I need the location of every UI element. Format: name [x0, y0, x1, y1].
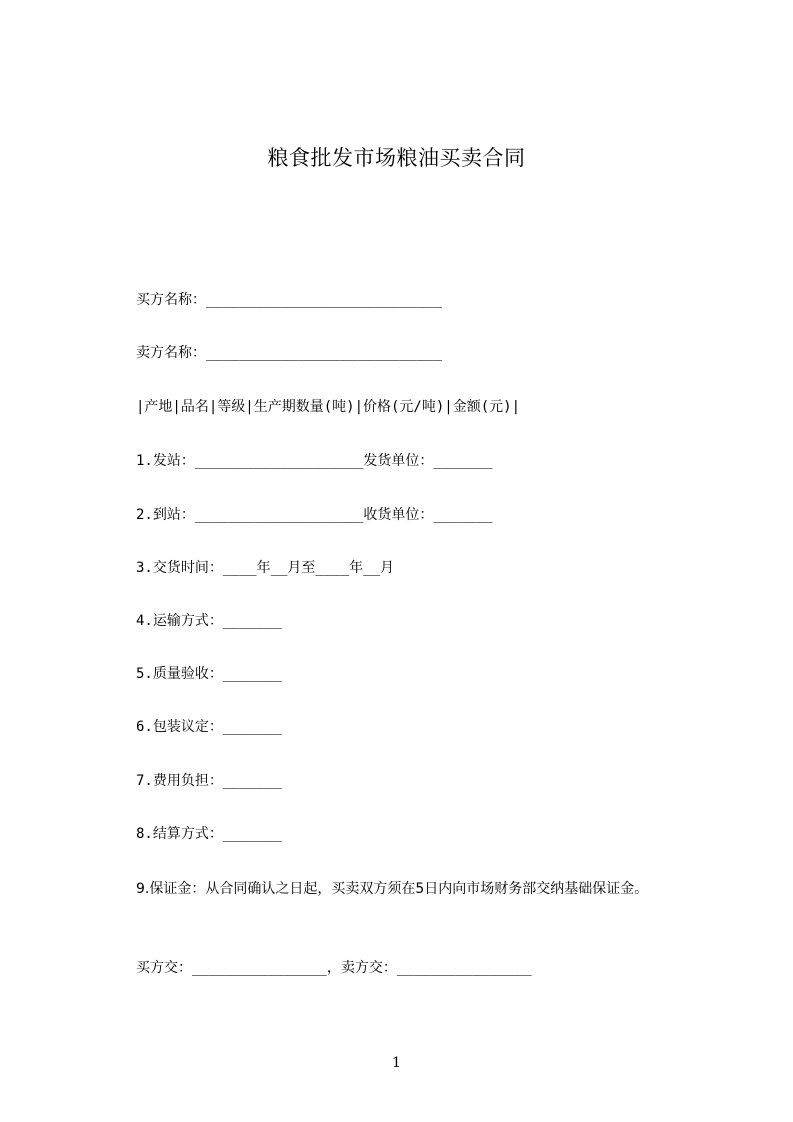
list-item: 2.到站：____________________收货单位：_______ [136, 507, 493, 523]
list-item: 6.包装议定：_______ [136, 719, 282, 735]
list-item: 8.结算方式：_______ [136, 826, 282, 842]
seller-name-line: 卖方名称：____________________________ [136, 345, 443, 361]
list-item: 5.质量验收：_______ [136, 666, 282, 682]
buyer-name-line: 买方名称：____________________________ [136, 292, 443, 308]
deposit-amounts-line: 买方交：________________，卖方交：________________ [136, 960, 532, 976]
table-header-line: |产地|品名|等级|生产期数量(吨)|价格(元/吨)|金额(元)| [136, 399, 521, 415]
list-item: 1.发站：____________________发货单位：_______ [136, 453, 493, 469]
list-item: 3.交货时间：____年__月至____年__月 [136, 560, 395, 576]
page-number: 1 [392, 1055, 401, 1071]
document-title: 粮食批发市场粮油买卖合同 [267, 146, 526, 170]
list-item: 4.运输方式：_______ [136, 613, 282, 629]
list-item: 7.费用负担：_______ [136, 773, 282, 789]
deposit-clause: 9.保证金：从合同确认之日起，买卖双方须在5日内向市场财务部交纳基础保证金。 [136, 881, 649, 897]
